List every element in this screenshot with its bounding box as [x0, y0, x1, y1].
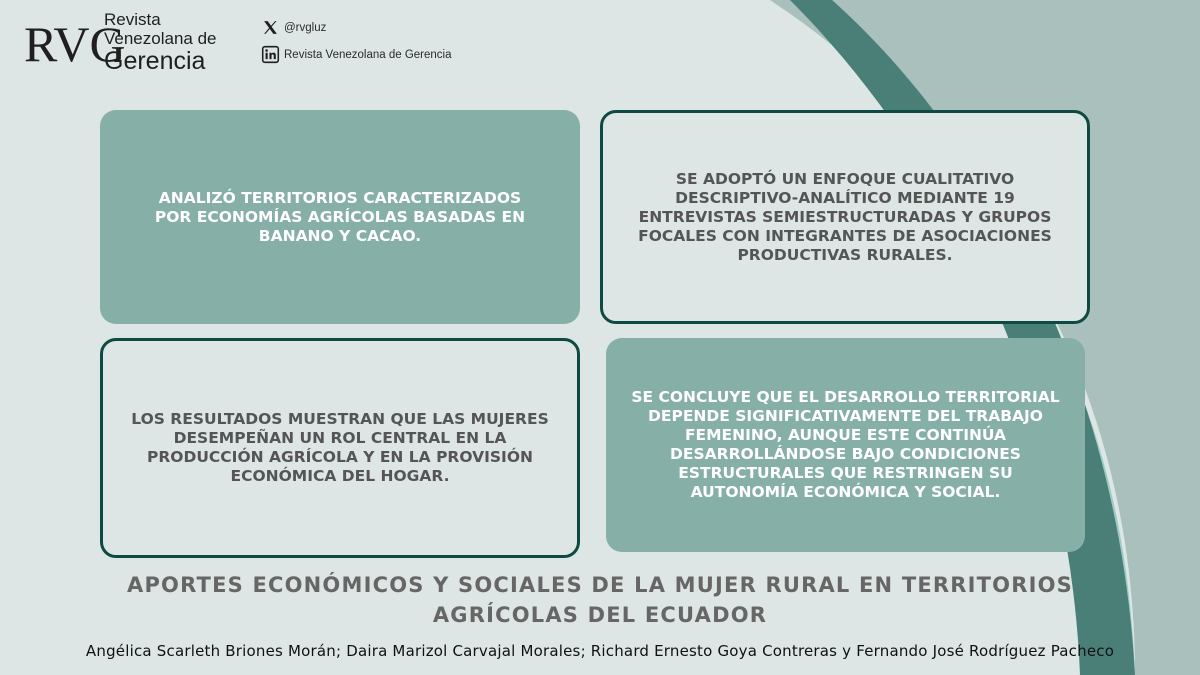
logo-line-1: Revista: [104, 10, 161, 29]
x-logo-icon: [262, 19, 279, 36]
conclusion-text: SE CONCLUYE QUE EL DESARROLLO TERRITORIAL DEPENDE SIGNIFICATIVAMENTE DEL TRABAJO FEMENINO, AUNQUE ESTE CONTINÚA DESARROLLÁNDOSE BAJO CONDICIONES ESTRUCTURALES QUE RESTRINGEN SU AUTONOMÍA ECONÓMICA Y SOCIAL.: [631, 388, 1060, 501]
logo-line-3: Gerencia: [104, 47, 206, 75]
conclusion-box: [606, 338, 1085, 552]
objective-box: [100, 110, 580, 324]
twitter-link[interactable]: [262, 19, 326, 36]
article-title: APORTES ECONÓMICOS Y SOCIALES DE LA MUJER RURAL EN TERRITORIOS AGRÍCOLAS DEL ECUADOR: [127, 573, 1073, 627]
logo-text: [104, 10, 217, 74]
article-authors: Angélica Scarleth Briones Morán; Daira Marizol Carvajal Morales; Richard Ernesto Goya Contreras y Fernando José Rodríguez Pacheco: [85, 642, 1115, 660]
logo-mark-text: RVG: [24, 16, 126, 72]
logo-line-2: Venezolana de: [104, 29, 217, 48]
linkedin-name: Revista Venezolana de Gerencia: [284, 48, 452, 61]
linkedin-link[interactable]: [262, 46, 452, 63]
results-text: LOS RESULTADOS MUESTRAN QUE LAS MUJERES DESEMPEÑAN UN ROL CENTRAL EN LA PRODUCCIÓN AGRÍCOLA Y EN LA PROVISIÓN ECONÓMICA DEL HOGAR.: [131, 410, 549, 485]
journal-logo: [24, 10, 217, 74]
linkedin-icon: [262, 46, 279, 63]
methodology-box: [600, 110, 1090, 324]
rvg-logo-mark: [24, 13, 126, 72]
results-box: [100, 338, 580, 558]
twitter-handle: @rvgluz: [284, 21, 327, 34]
methodology-text: SE ADOPTÓ UN ENFOQUE CUALITATIVO DESCRIPTIVO-ANALÍTICO MEDIANTE 19 ENTREVISTAS SEMIESTRUCTURADAS Y GRUPOS FOCALES CON INTEGRANTES DE ASOCIACIONES PRODUCTIVAS RURALES.: [638, 169, 1052, 264]
objective-text: ANALIZÓ TERRITORIOS CARACTERIZADOS POR ECONOMÍAS AGRÍCOLAS BASADAS EN BANANO Y CACAO.: [154, 188, 526, 245]
